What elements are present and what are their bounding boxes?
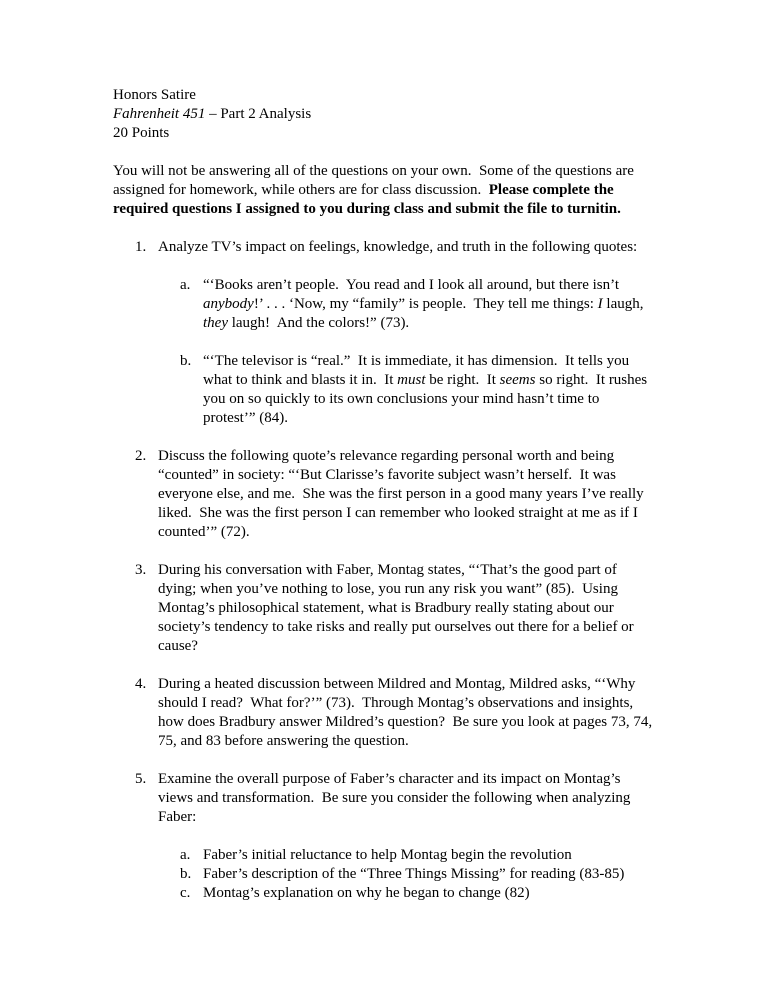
course-name: Honors Satire [113, 87, 196, 103]
question-1-number: 1. [135, 239, 147, 255]
subitem-c-text: Montag’s explanation on why he began to change (82) [203, 885, 530, 901]
assignment-title: Fahrenheit 451 – Part 2 Analysis [113, 106, 312, 122]
subitem-a-text: Faber’s initial reluctance to help Montag begin the revolution [203, 847, 572, 863]
assignment-instructions: You will not be answering all of the questions on your own. Some of the questions are assigned for homework, while others are for class discussion. Please complete the required questions I assigned to you during class and submit the file to turnitin. [113, 163, 638, 217]
points-value: 20 Points [113, 125, 170, 141]
question-2-number: 2. [135, 448, 147, 464]
subitem-b-letter: b. [180, 866, 192, 882]
question-list [113, 238, 655, 903]
question-3-text: During his conversation with Faber, Montag states, “‘That’s the good part of dying; when you’ve nothing to lose, you run any risk you want” (85). Using Montag’s philosophical statement, what is Bradbury really stating about our society’s tendency to take risks and really put ourselves out there for a belief or cause? [158, 562, 638, 654]
question-5-subitem-a [158, 846, 655, 865]
subitem-b-letter: b. [180, 353, 192, 369]
question-3 [113, 561, 655, 656]
subitem-a-text: “‘Books aren’t people. You read and I look all around, but there isn’t anybody!’ . . . ‘Now, my “family” is people. They tell me things: I laugh, they laugh! And the colors!” (73). [203, 277, 648, 331]
question-1-subitem-b [158, 352, 655, 428]
question-4 [113, 675, 655, 751]
subitem-a-letter: a. [180, 847, 191, 863]
question-5-subitem-b [158, 865, 655, 884]
question-2 [113, 447, 655, 542]
question-4-text: During a heated discussion between Mildred and Montag, Mildred asks, “‘Why should I read? What for?’” (73). Through Montag’s observations and insights, how does Bradbury answer Mildred’s question? Be sure you look at pages 73, 74, 75, and 83 before answering the question. [158, 676, 656, 749]
question-5-subitem-c [158, 884, 655, 903]
subitem-a-letter: a. [180, 277, 191, 293]
question-5-subitems [158, 846, 655, 903]
question-1-subitems [158, 276, 655, 428]
question-5-number: 5. [135, 771, 147, 787]
question-1-text: Analyze TV’s impact on feelings, knowledge, and truth in the following quotes: [158, 239, 638, 255]
question-1-subitem-a [158, 276, 655, 333]
subitem-b-text: “‘The televisor is “real.” It is immediate, it has dimension. It tells you what to think and blasts it in. It must be right. It seems so right. It rushes you on so quickly to its own conclusions your mind hasn’t time to protest’” (84). [203, 353, 651, 426]
question-4-number: 4. [135, 676, 147, 692]
question-5 [113, 770, 655, 903]
subitem-b-text: Faber’s description of the “Three Things Missing” for reading (83-85) [203, 866, 625, 882]
question-5-text: Examine the overall purpose of Faber’s character and its impact on Montag’s views and transformation. Be sure you consider the following when analyzing Faber: [158, 771, 635, 825]
question-1 [113, 238, 655, 428]
question-2-text: Discuss the following quote’s relevance regarding personal worth and being “counted” in society: “‘But Clarisse’s favorite subject wasn’t herself. It was everyone else, and me. She was the first person in a good many years I’ve really liked. She was the first person I can remember who looked straight at me as if I counted’” (72). [158, 448, 648, 540]
subitem-c-letter: c. [180, 885, 191, 901]
question-3-number: 3. [135, 562, 147, 578]
document-header [113, 86, 655, 143]
